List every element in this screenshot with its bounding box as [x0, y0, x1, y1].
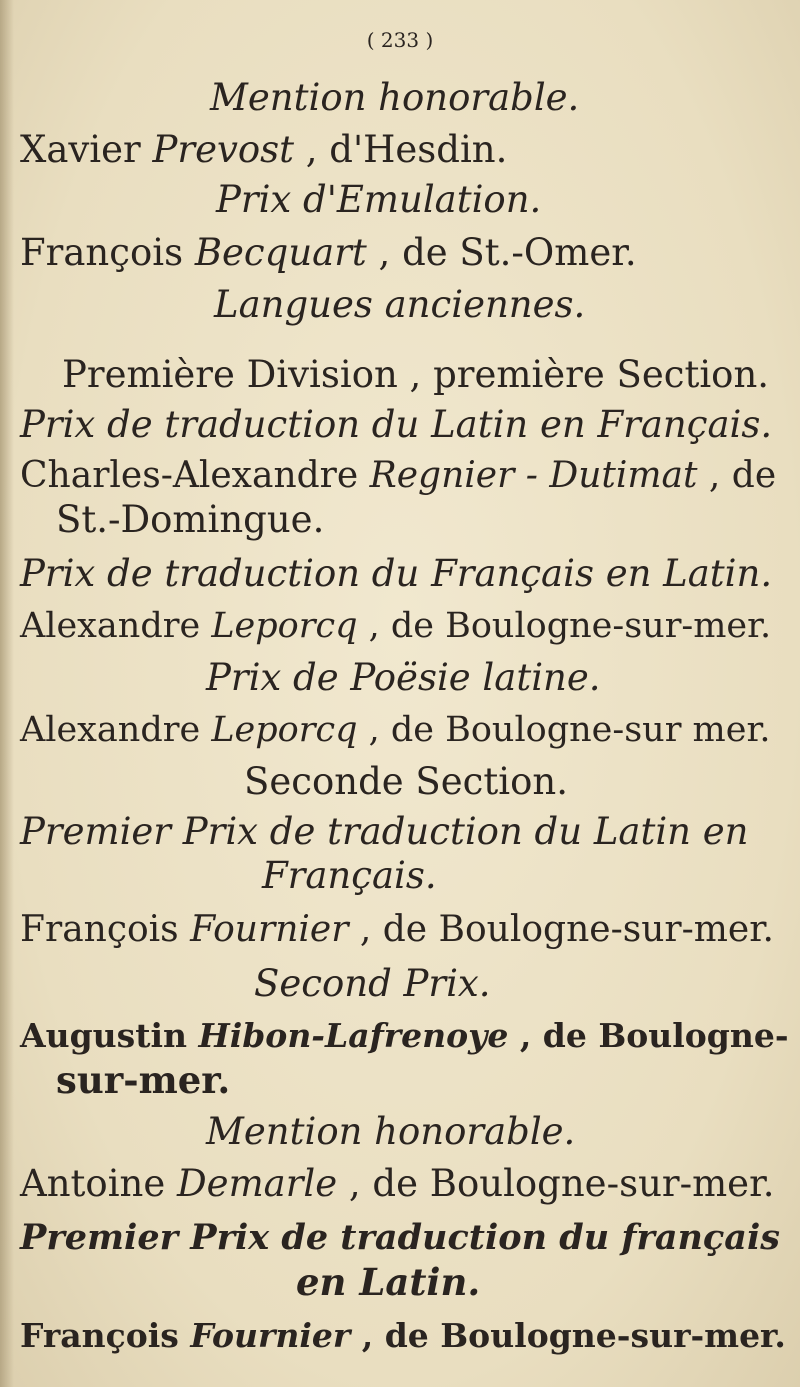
- heading-prix-francais-latin: Prix de traduction du Français en Latin.: [20, 552, 773, 595]
- heading-premier-prix-francais-latin-cont: en Latin.: [296, 1260, 481, 1304]
- entry-prevost: Xavier Prevost , d'Hesdin.: [20, 128, 508, 171]
- heading-premier-prix-francais-latin: Premier Prix de traduction du français: [20, 1217, 780, 1258]
- entry-regnier-dutimat-cont: St.-Domingue.: [56, 498, 325, 541]
- entry-leporcq-2: Alexandre Leporcq , de Boulogne-sur mer.: [20, 710, 771, 750]
- heading-premiere-division: Première Division , première Section.: [62, 353, 770, 396]
- heading-premier-prix-latin-francais: Premier Prix de traduction du Latin en: [20, 810, 749, 853]
- entry-leporcq-1: Alexandre Leporcq , de Boulogne-sur-mer.: [20, 606, 772, 646]
- heading-mention-honorable-2: Mention honorable.: [206, 1110, 576, 1153]
- page-gutter-shadow: [0, 0, 14, 1387]
- entry-hibon-lafrenoye: Augustin Hibon-Lafrenoye , de Boulogne-: [20, 1016, 789, 1055]
- heading-prix-emulation: Prix d'Emulation.: [216, 178, 542, 221]
- entry-fournier-2: François Fournier , de Boulogne-sur-mer.: [20, 1316, 786, 1355]
- entry-becquart: François Becquart , de St.-Omer.: [20, 231, 637, 274]
- entry-fournier-1: François Fournier , de Boulogne-sur-mer.: [20, 909, 774, 950]
- heading-premier-prix-cont: Français.: [262, 854, 437, 897]
- page-number: ( 233 ): [366, 28, 434, 52]
- heading-second-prix: Second Prix.: [254, 962, 491, 1005]
- heading-prix-poesie: Prix de Poësie latine.: [206, 656, 601, 699]
- entry-regnier-dutimat: Charles-Alexandre Regnier - Dutimat , de: [20, 455, 777, 496]
- entry-hibon-lafrenoye-cont: sur-mer.: [56, 1058, 231, 1102]
- heading-prix-latin-francais: Prix de traduction du Latin en Français.: [20, 403, 773, 446]
- heading-langues-anciennes: Langues anciennes.: [214, 283, 586, 326]
- heading-mention-honorable: Mention honorable.: [210, 76, 580, 119]
- heading-seconde-section: Seconde Section.: [244, 760, 568, 803]
- entry-demarle: Antoine Demarle , de Boulogne-sur-mer.: [20, 1162, 775, 1205]
